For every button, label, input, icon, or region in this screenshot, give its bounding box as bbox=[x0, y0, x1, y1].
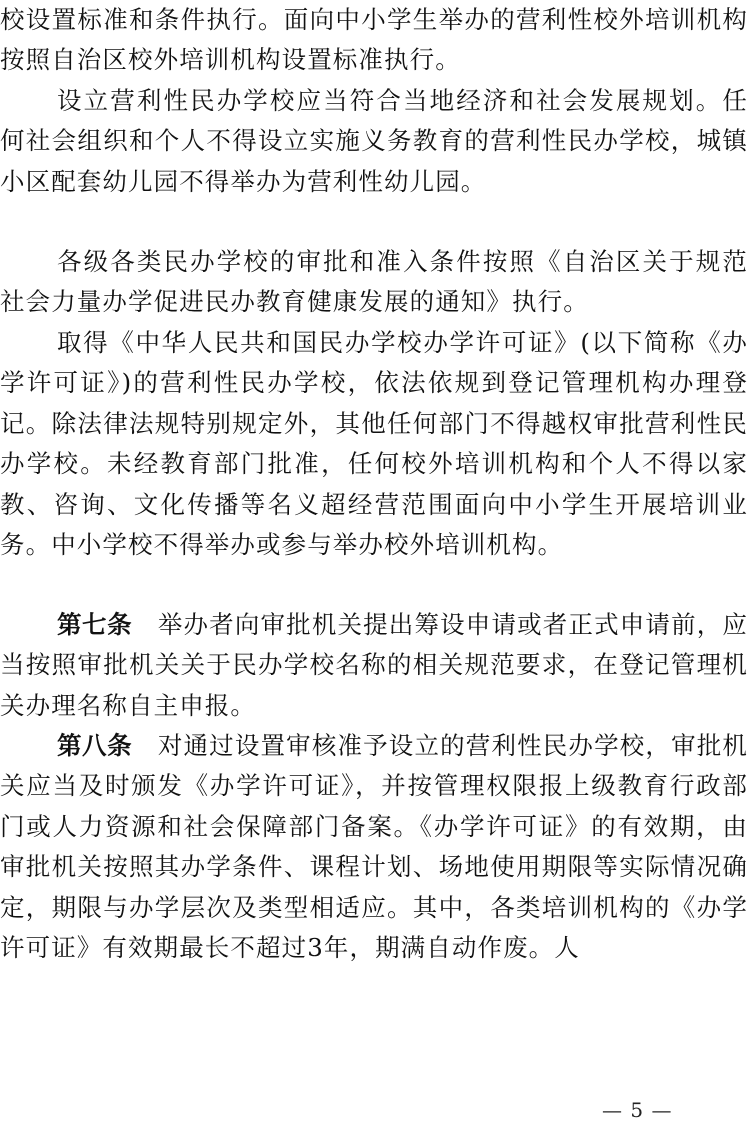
paragraph-text: 校设置标准和条件执行。面向中小学生举办的营利性校外培训机构按照自治区校外培训机构设置标准执行。 bbox=[0, 5, 748, 75]
article-eight-heading: 第八条 bbox=[57, 731, 133, 760]
paragraph-license-registration bbox=[0, 323, 748, 565]
article-eight bbox=[0, 726, 748, 968]
paragraph-text: 设立营利性民办学校应当符合当地经济和社会发展规划。任何社会组织和个人不得设立实施义务教育的营利性民办学校，城镇小区配套幼儿园不得举办为营利性幼儿园。 bbox=[0, 86, 748, 196]
paragraph-profit-school-planning bbox=[0, 81, 748, 202]
article-seven bbox=[0, 605, 748, 726]
paragraph-continuation bbox=[0, 0, 748, 81]
article-seven-text: 举办者向审批机关提出筹设申请或者正式申请前，应当按照审批机关关于民办学校名称的相关规范要求，在登记管理机关办理名称自主申报。 bbox=[0, 610, 748, 720]
page-number: — 5 — bbox=[602, 1098, 673, 1122]
paragraph-text: 取得《中华人民共和国民办学校办学许可证》(以下简称《办学许可证》)的营利性民办学校，依法依规到登记管理机构办理登记。除法律法规特别规定外，其他任何部门不得越权审批营利性民办学校。未经教育部门批准，任何校外培训机构和个人不得以家教、咨询、文化传播等名义超经营范围面向中小学生开展培训业务。中小学校不得举办或参与举办校外培训机构。 bbox=[0, 328, 748, 560]
article-eight-text: 对通过设置审核准予设立的营利性民办学校，审批机关应当及时颁发《办学许可证》，并按管理权限报上级教育行政部门或人力资源和社会保障部门备案。《办学许可证》的有效期，由审批机关按照其办学条件、课程计划、场地使用期限等实际情况确定，期限与办学层次及类型相适应。其中，各类培训机构的《办学许可证》有效期最长不超过3年，期满自动作废。人 bbox=[0, 731, 748, 963]
paragraph-text: 各级各类民办学校的审批和准入条件按照《自治区关于规范社会力量办学促进民办教育健康发展的通知》执行。 bbox=[0, 247, 748, 317]
article-seven-heading: 第七条 bbox=[57, 610, 133, 639]
paragraph-approval-conditions bbox=[0, 242, 748, 323]
